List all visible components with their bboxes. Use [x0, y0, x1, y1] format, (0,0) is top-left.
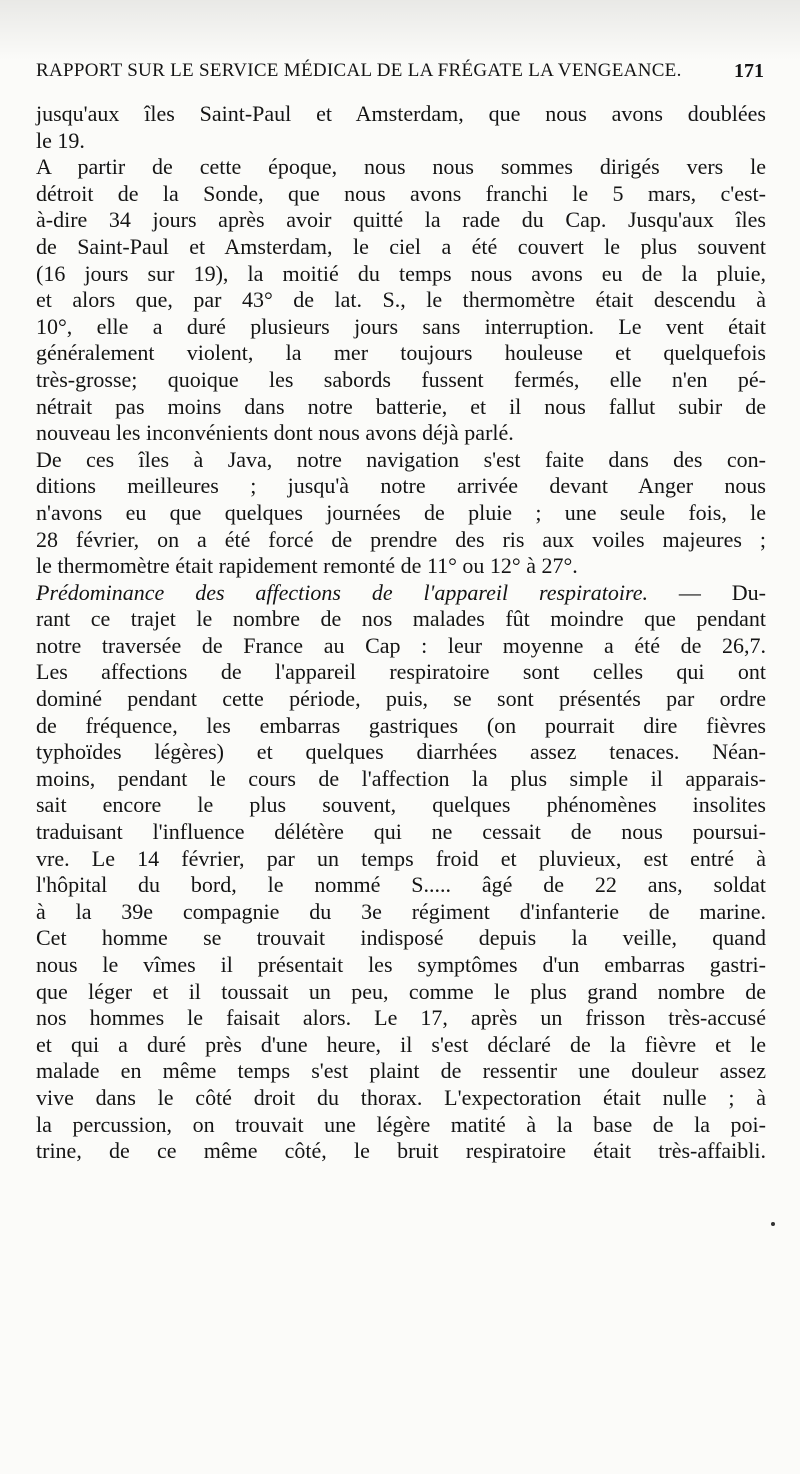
scan-shadow — [0, 0, 800, 60]
text-line: A partir de cette époque, nous nous sommes dirigés vers le — [36, 154, 766, 180]
text-line: notre traversée de France au Cap : leur moyenne a été de 26,7. — [36, 632, 766, 658]
body-text — [36, 101, 766, 1165]
text-line: nouveau les inconvénients dont nous avons déjà parlé. — [36, 420, 514, 446]
text-line: ditions meilleures ; jusqu'à notre arrivée devant Anger nous — [36, 473, 766, 499]
text-line: De ces îles à Java, notre navigation s'est faite dans des con- — [36, 446, 766, 472]
text-line: et qui a duré près d'une heure, il s'est déclaré de la fièvre et le — [36, 1031, 766, 1057]
text-line: jusqu'aux îles Saint-Paul et Amsterdam, que nous avons doublées — [36, 101, 766, 126]
text-line: rant ce trajet le nombre de nos malades fût moindre que pendant — [36, 606, 766, 632]
text-line: 10°, elle a duré plusieurs jours sans interruption. Le vent était — [36, 313, 766, 339]
text-line: Les affections de l'appareil respiratoire sont celles qui ont — [36, 659, 766, 685]
text-line: vre. Le 14 février, par un temps froid et pluvieux, est entré à — [36, 845, 766, 871]
text-line: de Saint-Paul et Amsterdam, le ciel a été couvert le plus souvent — [36, 233, 766, 259]
text-line: nous le vîmes il présentait les symptômes d'un embarras gastri- — [36, 952, 766, 977]
text-line: nétrait pas moins dans notre batterie, et il nous fallut subir de — [36, 393, 766, 419]
text-line: 28 février, on a été forcé de prendre des ris aux voiles majeures ; — [36, 526, 766, 552]
text-line: sait encore le plus souvent, quelques phénomènes insolites — [36, 792, 766, 818]
text-line: malade en même temps s'est plaint de ressentir une douleur assez — [36, 1058, 766, 1084]
text-line: détroit de la Sonde, que nous avons franchi le 5 mars, c'est- — [36, 180, 766, 206]
text-line: à-dire 34 jours après avoir quitté la rade du Cap. Jusqu'aux îles — [36, 207, 766, 233]
running-title: RAPPORT SUR LE SERVICE MÉDICAL DE LA FRÉGATE LA VENGEANCE. — [36, 60, 682, 81]
text-line: dominé pendant cette période, puis, se sont présentés par ordre — [36, 686, 766, 712]
text-line: vive dans le côté droit du thorax. L'expectoration était nulle ; à — [36, 1084, 766, 1110]
text-line: la percussion, on trouvait une légère matité à la base de la poi- — [36, 1111, 766, 1137]
heading-continuation: — Du- — [647, 579, 766, 605]
running-header — [36, 60, 764, 90]
text-line: moins, pendant le cours de l'affection la plus simple il apparais- — [36, 765, 766, 791]
section-heading-line — [36, 580, 766, 607]
text-line: trine, de ce même côté, le bruit respiratoire était très-affaibli. — [36, 1138, 766, 1164]
section-heading: Prédominance des affections de l'appareil respiratoire. — [36, 579, 648, 605]
text-line: que léger et il toussait un peu, comme le plus grand nombre de — [36, 978, 766, 1004]
text-line: (16 jours sur 19), la moitié du temps nous avons eu de la pluie, — [36, 260, 766, 286]
text-line: typhoïdes légères) et quelques diarrhées assez tenaces. Néan- — [36, 739, 766, 765]
text-line: à la 39e compagnie du 3e régiment d'infanterie de marine. — [36, 898, 766, 924]
text-line: très-grosse; quoique les sabords fussent fermés, elle n'en pé- — [36, 366, 766, 392]
text-line: n'avons eu que quelques journées de pluie ; une seule fois, le — [36, 499, 766, 525]
text-line: le thermomètre était rapidement remonté de 11° ou 12° à 27°. — [36, 553, 578, 579]
text-line: l'hôpital du bord, le nommé S..... âgé de 22 ans, soldat — [36, 872, 766, 898]
text-line: et alors que, par 43° de lat. S., le thermomètre était descendu à — [36, 287, 766, 313]
text-line: le 19. — [36, 127, 85, 153]
text-line: généralement violent, la mer toujours houleuse et quelquefois — [36, 340, 766, 366]
text-line: nos hommes le faisait alors. Le 17, après un frisson très-accusé — [36, 1005, 766, 1031]
page-number: 171 — [734, 60, 764, 82]
scan-speck — [771, 1222, 775, 1226]
text-line: Cet homme se trouvait indisposé depuis la veille, quand — [36, 925, 766, 951]
text-line: traduisant l'influence délétère qui ne cessait de nous poursui- — [36, 819, 766, 845]
text-line: de fréquence, les embarras gastriques (on pourrait dire fièvres — [36, 712, 766, 738]
